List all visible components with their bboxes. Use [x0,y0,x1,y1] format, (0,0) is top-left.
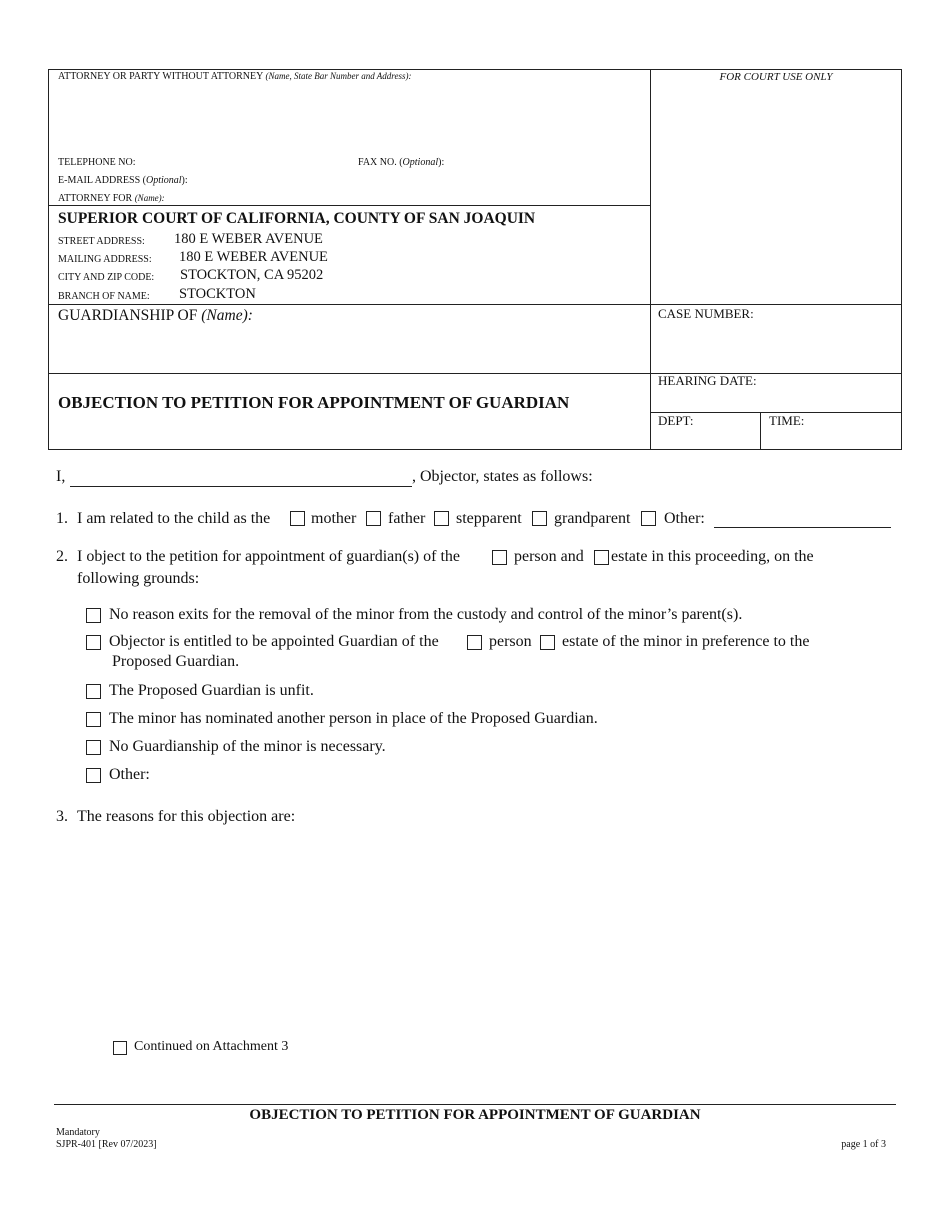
attorney-name-field[interactable] [56,84,646,154]
grandparent-label: grandparent [554,510,631,527]
ground2-person-checkbox[interactable] [467,635,482,650]
item1-number: 1. [56,510,68,527]
case-number-field[interactable] [656,326,896,370]
other-relation-field[interactable] [714,512,891,528]
ground2-estate-checkbox[interactable] [540,635,555,650]
mother-label: mother [311,510,357,527]
fax-label: FAX NO. (Optional): [358,157,445,168]
hearing-date-field[interactable] [656,390,896,410]
street-address-value: 180 E WEBER AVENUE [174,231,323,247]
street-address-label: STREET ADDRESS: [58,236,145,247]
item2-number: 2. [56,548,68,565]
ground-nominated-label: The minor has nominated another person in place of the Proposed Guardian. [109,710,598,727]
ground2-estate-label: estate of the minor in preference to the [562,633,810,650]
ground-objector-entitled-checkbox[interactable] [86,635,101,650]
attorney-label: ATTORNEY OR PARTY WITHOUT ATTORNEY (Name, State Bar Number and Address): [58,71,412,82]
continued-attachment-checkbox[interactable] [113,1041,127,1055]
fax-field[interactable] [455,155,645,169]
item3-text: The reasons for this objection are: [77,808,296,825]
mailing-address-value: 180 E WEBER AVENUE [179,249,328,265]
dept-time-divider [760,412,761,450]
stepparent-label: stepparent [456,510,522,527]
footer-mandatory: Mandatory [56,1127,100,1138]
attorney-for-label: ATTORNEY FOR (Name): [58,193,165,204]
ground-nominated-checkbox[interactable] [86,712,101,727]
time-field[interactable] [810,414,898,446]
guardianship-divider [48,304,902,305]
telephone-label: TELEPHONE NO: [58,157,136,168]
guardianship-name-field[interactable] [56,330,646,370]
footer-form-id: SJPR-401 [Rev 07/2023] [56,1139,157,1150]
city-zip-label: CITY AND ZIP CODE: [58,272,155,283]
branch-value: STOCKTON [179,286,256,302]
item2-text: I object to the petition for appointment of guardian(s) of the [77,548,460,565]
ground-not-necessary-label: No Guardianship of the minor is necessary. [109,738,386,755]
ground2-continued: Proposed Guardian. [112,653,240,670]
stepparent-checkbox[interactable] [434,511,449,526]
other-relation-label: Other: [664,510,705,527]
intro-suffix: , Objector, states as follows: [412,468,593,485]
time-label: TIME: [769,413,805,428]
reasons-textarea[interactable] [77,832,892,1027]
item2-estate-label: estate in this proceeding, on the [611,548,814,565]
continued-attachment-label: Continued on Attachment 3 [134,1039,289,1054]
email-field[interactable] [202,173,642,187]
footer-page-number: page 1 of 3 [841,1139,886,1150]
other-relation-checkbox[interactable] [641,511,656,526]
ground-other-checkbox[interactable] [86,768,101,783]
father-checkbox[interactable] [366,511,381,526]
father-label: father [388,510,426,527]
footer-rule [54,1104,896,1105]
branch-label: BRANCH OF NAME: [58,291,150,302]
form-title: OBJECTION TO PETITION FOR APPOINTMENT OF GUARDIAN [58,393,570,412]
dept-field[interactable] [700,414,756,446]
ground-no-reason-label: No reason exits for the removal of the minor from the custody and control of the minor’s parent(s). [109,606,743,623]
ground-other-field[interactable] [160,764,890,784]
title-divider [48,373,902,374]
court-divider [48,205,650,206]
email-label: E-MAIL ADDRESS (Optional): [58,175,188,186]
dept-label: DEPT: [658,413,694,428]
court-use-divider [650,69,651,450]
grandparent-checkbox[interactable] [532,511,547,526]
ground-not-necessary-checkbox[interactable] [86,740,101,755]
guardianship-label: GUARDIANSHIP OF (Name): [58,307,253,324]
item1-text: I am related to the child as the [77,510,271,527]
hearing-date-label: HEARING DATE: [658,373,757,388]
footer-title: OBJECTION TO PETITION FOR APPOINTMENT OF GUARDIAN [249,1107,701,1123]
mother-checkbox[interactable] [290,511,305,526]
ground-no-reason-checkbox[interactable] [86,608,101,623]
ground-unfit-checkbox[interactable] [86,684,101,699]
ground2-person-label: person [489,633,532,650]
ground-unfit-label: The Proposed Guardian is unfit. [109,682,314,699]
ground-other-label: Other: [109,766,150,783]
attorney-for-field[interactable] [180,190,640,204]
item2-person-checkbox[interactable] [492,550,507,565]
item2-estate-checkbox[interactable] [594,550,609,565]
mailing-address-label: MAILING ADDRESS: [58,254,152,265]
court-name: SUPERIOR COURT OF CALIFORNIA, COUNTY OF SAN JOAQUIN [58,210,536,227]
case-number-label: CASE NUMBER: [658,306,754,321]
item2-person-label: person and [514,548,584,565]
item2-text-continued: following grounds: [77,570,200,587]
city-zip-value: STOCKTON, CA 95202 [180,267,324,283]
item3-number: 3. [56,808,68,825]
ground-objector-entitled-label: Objector is entitled to be appointed Guardian of the [109,633,439,650]
intro-prefix: I, [56,468,66,485]
telephone-field[interactable] [145,155,345,169]
objector-name-field[interactable] [70,470,412,487]
court-use-label: FOR COURT USE ONLY [719,71,833,83]
